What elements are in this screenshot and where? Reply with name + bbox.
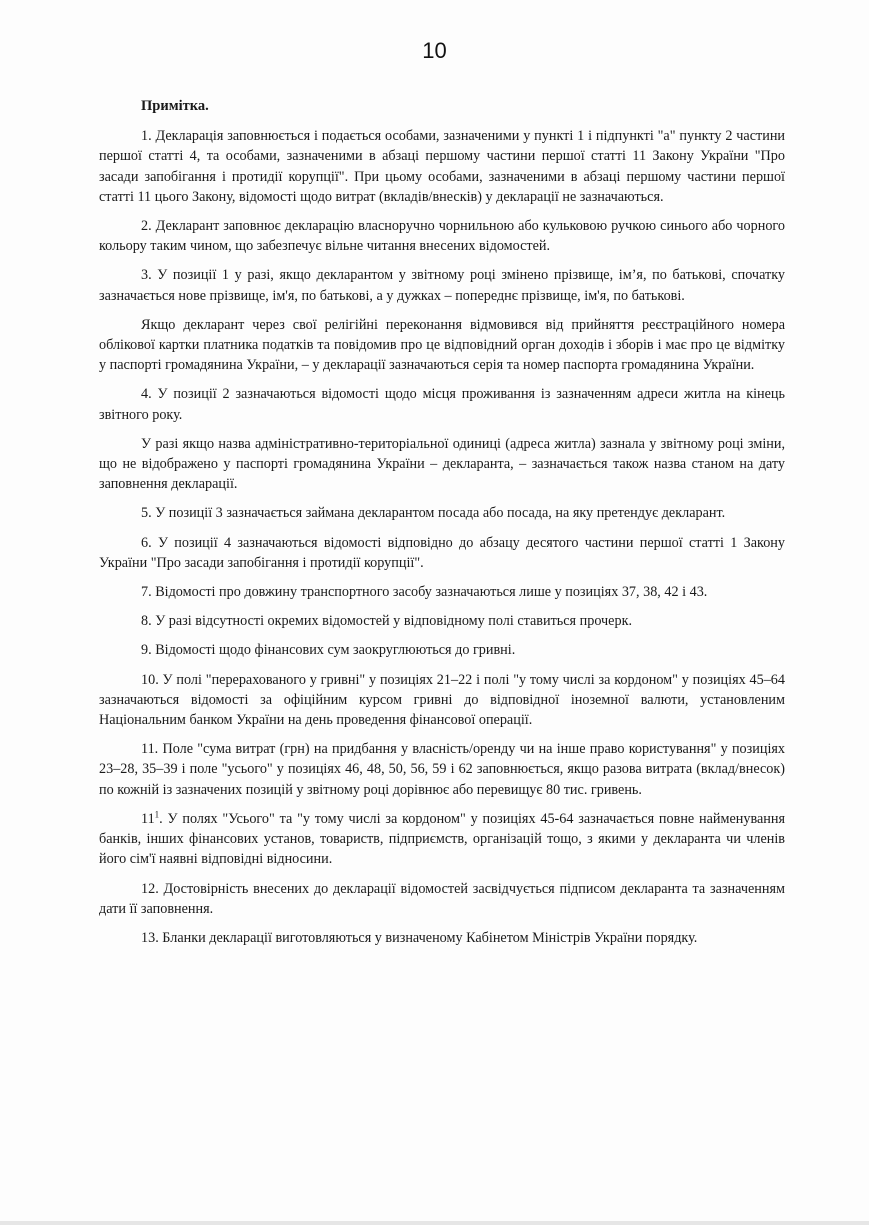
note-paragraph: 2. Декларант заповнює декларацію власноручно чорнильною або кульковою ручкою синього або чорного кольору таким чином, що забезпечує вільне читання внесених відомостей. — [99, 218, 785, 255]
note-paragraph: 1. Декларація заповнюється і подається особами, зазначеними у пункті 1 і підпункті "а" пункту 2 частини першої статті 4, та особами, зазначеними в абзаці першому частини першої статті 11 Закону України "Про засади запобігання і протидії корупції". При цьому особами, зазначеними в абзаці першому частини першої статті 11 цього Закону, відомості щодо витрат (вкладів/внесків) у декларації не зазначаються. — [99, 128, 785, 205]
note-paragraph: 10. У полі "перерахованого у гривні" у позиціях 21–22 і полі "у тому числі за кордоном" у позиціях 45–64 зазначаються відомості за офіційним курсом гривні до відповідної іноземної валюти, установленим Національним банком України на день проведення фінансової операції. — [99, 671, 785, 729]
page-number: 10 — [422, 38, 447, 63]
note-paragraph: Якщо декларант через свої релігійні переконання відмовився від прийняття реєстраційного номера облікової картки платника податків та повідомив про це відповідний орган доходів і зборів і має про це відмітку у паспорті громадянина України, – у декларації зазначаються серія та номер паспорта громадянина України. — [99, 316, 785, 374]
note-number: 11 — [141, 810, 155, 827]
note-paragraph: 5. У позиції 3 зазначається займана декларантом посада або посада, на яку претендує декларант. — [141, 505, 726, 522]
note-paragraph: У разі якщо назва адміністративно-територіальної одиниці (адреса житла) зазнала у звітному році зміни, що не відображено у паспорті громадянина України – декларанта, – зазначається також назва станом на дату заповнення декларації. — [99, 435, 785, 493]
note-paragraph: 9. Відомості щодо фінансових сум заокруглюються до гривні. — [141, 642, 516, 659]
note-paragraph-11-1 — [99, 809, 785, 870]
note-paragraph: 13. Бланки декларації виготовляються у визначеному Кабінетом Міністрів України порядку. — [141, 929, 698, 946]
note-paragraph: 11. Поле "сума витрат (грн) на придбання у власність/оренду чи на інше право користування" у позиціях 23–28, 35–39 і поле "усього" у позиціях 46, 48, 50, 56, 59 і 62 заповнюється, якщо разова витрата (вклад/внесок) по кожній із зазначених позицій у звітному році дорівнює або перевищує 80 тис. гривень. — [99, 741, 785, 798]
notes-section — [99, 96, 785, 957]
note-paragraph: 6. У позиції 4 зазначаються відомості відповідно до абзацу десятого частини першої статті 1 Закону України "Про засади запобігання і протидії корупції". — [99, 534, 785, 571]
note-paragraph: 12. Достовірність внесених до декларації відомостей засвідчується підписом декларанта та зазначенням дати її заповнення. — [99, 880, 785, 917]
note-paragraph: 7. Відомості про довжину транспортного засобу зазначаються лише у позиціях 37, 38, 42 і 43. — [141, 584, 708, 601]
note-paragraph: 4. У позиції 2 зазначаються відомості щодо місця проживання із зазначенням адреси житла на кінець звітного року. — [99, 386, 785, 423]
notes-heading: Примітка. — [141, 98, 209, 114]
note-text: . У полях "Усього" та "у тому числі за кордоном" у позиціях 45-64 зазначається повне найменування банків, інших фінансових установ, товариств, підприємств, організацій тощо, з якими у декларанта чи членів його сім'ї наявні відповідні відносини. — [99, 810, 785, 868]
note-paragraph: 3. У позиції 1 у разі, якщо декларантом у звітному році змінено прізвище, ім’я, по батькові, спочатку зазначається нове прізвище, ім'я, по батькові, а у дужках – попереднє прізвище, ім'я, по батькові. — [99, 267, 785, 304]
scan-bottom-edge — [0, 1221, 869, 1225]
note-superscript: 1 — [154, 809, 160, 820]
note-paragraph: 8. У разі відсутності окремих відомостей у відповідному полі ставиться прочерк. — [141, 613, 633, 630]
